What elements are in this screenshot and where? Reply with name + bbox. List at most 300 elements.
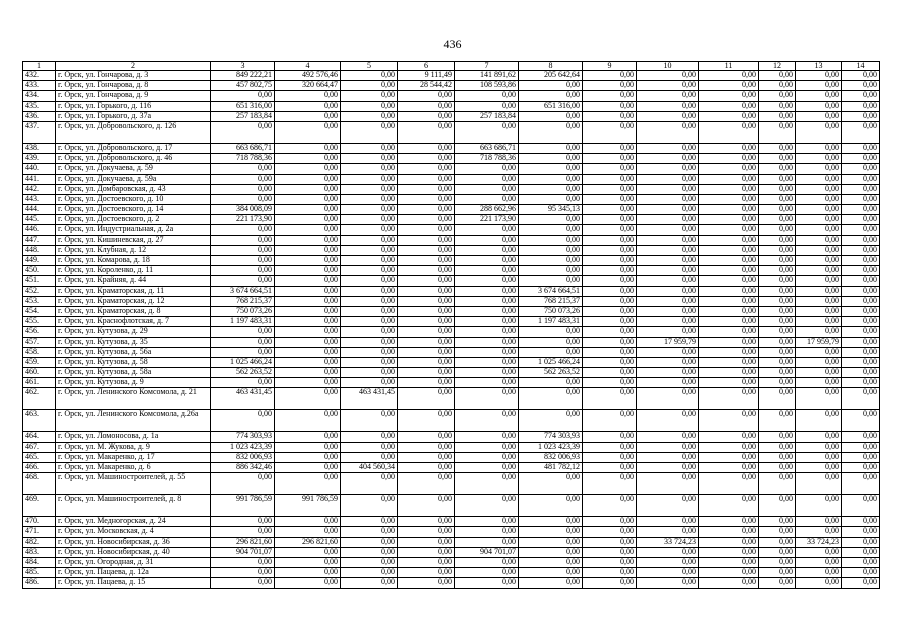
amount-cell: 0,00 (699, 111, 759, 121)
amount-cell: 0,00 (398, 527, 455, 537)
amount-cell: 0,00 (637, 235, 699, 245)
amount-cell: 0,00 (341, 205, 398, 215)
amount-cell: 0,00 (699, 81, 759, 91)
column-number: 2 (56, 62, 211, 71)
amount-cell: 33 724,23 (796, 537, 842, 547)
amount-cell: 0,00 (455, 245, 519, 255)
amount-cell: 0,00 (455, 184, 519, 194)
amount-cell: 0,00 (699, 121, 759, 143)
amount-cell: 0,00 (759, 225, 796, 235)
amount-cell: 0,00 (796, 527, 842, 537)
amount-cell: 0,00 (699, 547, 759, 557)
amount-cell: 0,00 (583, 317, 637, 327)
table-row (23, 296, 880, 306)
amount-cell: 0,00 (275, 337, 341, 347)
table-row (23, 184, 880, 194)
address-cell: г. Орск, ул. Горького, д. 37а (56, 111, 211, 121)
amount-cell: 0,00 (637, 347, 699, 357)
amount-cell: 0,00 (583, 473, 637, 495)
amount-cell: 0,00 (275, 557, 341, 567)
amount-cell: 0,00 (842, 463, 880, 473)
amount-cell: 0,00 (759, 357, 796, 367)
amount-cell: 0,00 (842, 347, 880, 357)
amount-cell: 0,00 (211, 256, 275, 266)
amount-cell: 832 006,93 (211, 452, 275, 462)
amount-cell: 0,00 (341, 327, 398, 337)
amount-cell: 0,00 (759, 81, 796, 91)
amount-cell: 0,00 (275, 266, 341, 276)
amount-cell: 0,00 (759, 276, 796, 286)
row-index: 439. (23, 154, 56, 164)
amount-cell: 0,00 (796, 473, 842, 495)
amount-cell: 0,00 (455, 164, 519, 174)
amount-cell: 768 215,37 (519, 296, 583, 306)
amount-cell: 0,00 (842, 154, 880, 164)
amount-cell: 296 821,60 (275, 537, 341, 547)
amount-cell: 0,00 (842, 378, 880, 388)
amount-cell: 0,00 (583, 235, 637, 245)
row-index: 436. (23, 111, 56, 121)
amount-cell: 0,00 (637, 266, 699, 276)
amount-cell: 0,00 (341, 256, 398, 266)
amount-cell: 0,00 (796, 81, 842, 91)
amount-cell: 904 701,07 (211, 547, 275, 557)
amount-cell: 0,00 (519, 215, 583, 225)
table-row (23, 174, 880, 184)
amount-cell: 0,00 (759, 442, 796, 452)
amount-cell: 0,00 (211, 347, 275, 357)
amount-cell: 0,00 (455, 306, 519, 316)
address-cell: г. Орск, ул. Комарова, д. 18 (56, 256, 211, 266)
amount-cell: 0,00 (842, 101, 880, 111)
table-row (23, 111, 880, 121)
amount-cell: 0,00 (842, 164, 880, 174)
amount-cell: 0,00 (842, 317, 880, 327)
row-index: 452. (23, 286, 56, 296)
amount-cell: 0,00 (699, 143, 759, 153)
row-index: 458. (23, 347, 56, 357)
amount-cell: 0,00 (398, 517, 455, 527)
amount-cell: 0,00 (275, 276, 341, 286)
row-index: 450. (23, 266, 56, 276)
amount-cell: 0,00 (519, 347, 583, 357)
amount-cell: 0,00 (842, 432, 880, 442)
amount-cell: 3 674 664,51 (519, 286, 583, 296)
column-number: 1 (23, 62, 56, 71)
amount-cell: 0,00 (796, 557, 842, 567)
amount-cell: 0,00 (842, 368, 880, 378)
amount-cell: 0,00 (519, 547, 583, 557)
amount-cell: 0,00 (341, 578, 398, 588)
amount-cell: 0,00 (341, 317, 398, 327)
amount-cell: 0,00 (341, 368, 398, 378)
amount-cell: 0,00 (341, 568, 398, 578)
amount-cell: 205 642,64 (519, 71, 583, 81)
table-row (23, 306, 880, 316)
amount-cell: 0,00 (519, 527, 583, 537)
address-cell: г. Орск, ул. Кутузова, д. 9 (56, 378, 211, 388)
column-number: 11 (699, 62, 759, 71)
amount-cell: 0,00 (796, 194, 842, 204)
amount-cell: 0,00 (398, 215, 455, 225)
amount-cell: 0,00 (519, 388, 583, 410)
amount-cell: 0,00 (637, 378, 699, 388)
column-number: 7 (455, 62, 519, 71)
amount-cell: 0,00 (583, 101, 637, 111)
table-row (23, 452, 880, 462)
amount-cell: 0,00 (341, 432, 398, 442)
amount-cell: 0,00 (341, 215, 398, 225)
column-number: 6 (398, 62, 455, 71)
amount-cell: 562 263,52 (211, 368, 275, 378)
address-cell: г. Орск, ул. Машиностроителей, д. 8 (56, 495, 211, 517)
amount-cell: 0,00 (519, 276, 583, 286)
amount-cell: 750 073,26 (211, 306, 275, 316)
amount-cell: 0,00 (699, 276, 759, 286)
row-index: 453. (23, 296, 56, 306)
table-row (23, 388, 880, 410)
amount-cell: 0,00 (842, 174, 880, 184)
amount-cell: 0,00 (699, 91, 759, 101)
amount-cell: 0,00 (842, 578, 880, 588)
amount-cell: 0,00 (275, 517, 341, 527)
amount-cell: 0,00 (842, 568, 880, 578)
row-index: 483. (23, 547, 56, 557)
amount-cell: 0,00 (842, 71, 880, 81)
amount-cell: 0,00 (759, 388, 796, 410)
amount-cell: 0,00 (759, 266, 796, 276)
amount-cell: 17 959,79 (796, 337, 842, 347)
amount-cell: 0,00 (842, 111, 880, 121)
amount-cell: 768 215,37 (211, 296, 275, 306)
amount-cell: 33 724,23 (637, 537, 699, 547)
amount-cell: 221 173,90 (211, 215, 275, 225)
amount-cell: 0,00 (583, 154, 637, 164)
amount-cell: 0,00 (637, 194, 699, 204)
amount-cell: 0,00 (211, 517, 275, 527)
amount-cell: 0,00 (699, 347, 759, 357)
amount-cell: 0,00 (796, 495, 842, 517)
amount-cell: 0,00 (583, 121, 637, 143)
amount-cell: 0,00 (699, 266, 759, 276)
row-index: 463. (23, 410, 56, 432)
amount-cell: 0,00 (759, 463, 796, 473)
amount-cell: 0,00 (842, 557, 880, 567)
address-cell: г. Орск, ул. Гончарова, д. 8 (56, 81, 211, 91)
amount-cell: 0,00 (842, 327, 880, 337)
column-number: 13 (796, 62, 842, 71)
amount-cell: 0,00 (455, 357, 519, 367)
amount-cell: 0,00 (759, 368, 796, 378)
amount-cell: 750 073,26 (519, 306, 583, 316)
row-index: 449. (23, 256, 56, 266)
amount-cell: 0,00 (842, 357, 880, 367)
amount-cell: 663 686,71 (455, 143, 519, 153)
amount-cell: 0,00 (842, 91, 880, 101)
table-row (23, 225, 880, 235)
amount-cell: 0,00 (699, 432, 759, 442)
address-cell: г. Орск, ул. Ленинского Комсомола, д.26а (56, 410, 211, 432)
amount-cell: 0,00 (398, 410, 455, 432)
amount-cell: 0,00 (842, 245, 880, 255)
amount-cell: 0,00 (583, 81, 637, 91)
row-index: 457. (23, 337, 56, 347)
amount-cell: 0,00 (699, 410, 759, 432)
amount-cell: 991 786,59 (275, 495, 341, 517)
amount-cell: 0,00 (699, 442, 759, 452)
amount-cell: 0,00 (637, 81, 699, 91)
amount-cell: 257 183,84 (455, 111, 519, 121)
amount-cell: 0,00 (699, 452, 759, 462)
amount-cell: 0,00 (759, 184, 796, 194)
amount-cell: 0,00 (583, 347, 637, 357)
amount-cell: 0,00 (341, 154, 398, 164)
amount-cell: 0,00 (796, 517, 842, 527)
amount-cell: 0,00 (796, 215, 842, 225)
amount-cell: 0,00 (759, 174, 796, 184)
amount-cell: 0,00 (455, 517, 519, 527)
amount-cell: 0,00 (455, 495, 519, 517)
amount-cell: 0,00 (842, 215, 880, 225)
amount-cell: 0,00 (759, 245, 796, 255)
amount-cell: 1 197 483,31 (519, 317, 583, 327)
amount-cell: 0,00 (842, 296, 880, 306)
amount-cell: 0,00 (455, 557, 519, 567)
row-index: 441. (23, 174, 56, 184)
table-row (23, 442, 880, 452)
amount-cell: 0,00 (275, 452, 341, 462)
amount-cell: 0,00 (637, 71, 699, 81)
address-cell: г. Орск, ул. Краматорская, д. 11 (56, 286, 211, 296)
amount-cell: 0,00 (699, 306, 759, 316)
amount-cell: 0,00 (842, 205, 880, 215)
amount-cell: 0,00 (796, 164, 842, 174)
amount-cell: 0,00 (759, 164, 796, 174)
amount-cell: 0,00 (583, 256, 637, 266)
amount-cell: 17 959,79 (637, 337, 699, 347)
amount-cell: 0,00 (341, 473, 398, 495)
amount-cell: 0,00 (398, 194, 455, 204)
amount-cell: 0,00 (275, 164, 341, 174)
amount-cell: 0,00 (455, 101, 519, 111)
amount-cell: 0,00 (398, 388, 455, 410)
amount-cell: 0,00 (455, 378, 519, 388)
amount-cell: 0,00 (637, 368, 699, 378)
table-row (23, 317, 880, 327)
amount-cell: 0,00 (796, 306, 842, 316)
amount-cell: 0,00 (398, 432, 455, 442)
amount-cell: 0,00 (699, 296, 759, 306)
amount-cell: 0,00 (519, 174, 583, 184)
amount-cell: 0,00 (637, 154, 699, 164)
amount-cell: 0,00 (796, 347, 842, 357)
amount-cell: 0,00 (637, 184, 699, 194)
amount-cell: 0,00 (398, 245, 455, 255)
amount-cell: 904 701,07 (455, 547, 519, 557)
amount-cell: 0,00 (583, 537, 637, 547)
amount-cell: 0,00 (699, 557, 759, 567)
row-index: 461. (23, 378, 56, 388)
amount-cell: 0,00 (519, 111, 583, 121)
table-row (23, 432, 880, 442)
amount-cell: 0,00 (398, 463, 455, 473)
amount-cell: 0,00 (341, 347, 398, 357)
amount-cell: 0,00 (583, 111, 637, 121)
amount-cell: 0,00 (519, 517, 583, 527)
amount-cell: 0,00 (796, 225, 842, 235)
address-cell: г. Орск, ул. Медногорская, д. 24 (56, 517, 211, 527)
amount-cell: 0,00 (211, 266, 275, 276)
amount-cell: 0,00 (519, 256, 583, 266)
amount-cell: 0,00 (796, 143, 842, 153)
amount-cell: 0,00 (398, 317, 455, 327)
register-table (22, 61, 880, 589)
amount-cell: 0,00 (796, 286, 842, 296)
amount-cell: 0,00 (341, 143, 398, 153)
amount-cell: 0,00 (275, 463, 341, 473)
amount-cell: 0,00 (637, 225, 699, 235)
amount-cell: 0,00 (211, 235, 275, 245)
amount-cell: 0,00 (842, 256, 880, 266)
amount-cell: 0,00 (637, 432, 699, 442)
amount-cell: 0,00 (211, 174, 275, 184)
amount-cell: 0,00 (759, 91, 796, 101)
amount-cell: 0,00 (759, 337, 796, 347)
amount-cell: 0,00 (341, 194, 398, 204)
amount-cell: 0,00 (519, 194, 583, 204)
amount-cell: 0,00 (341, 235, 398, 245)
amount-cell: 0,00 (842, 81, 880, 91)
amount-cell: 0,00 (519, 266, 583, 276)
amount-cell: 0,00 (519, 81, 583, 91)
amount-cell: 0,00 (341, 517, 398, 527)
amount-cell: 0,00 (455, 276, 519, 286)
table-row (23, 547, 880, 557)
amount-cell: 0,00 (455, 410, 519, 432)
amount-cell: 0,00 (637, 276, 699, 286)
amount-cell: 0,00 (519, 568, 583, 578)
row-index: 433. (23, 81, 56, 91)
table-body (23, 71, 880, 589)
amount-cell: 0,00 (455, 347, 519, 357)
table-row (23, 495, 880, 517)
amount-cell: 0,00 (796, 184, 842, 194)
table-row (23, 357, 880, 367)
amount-cell: 0,00 (398, 306, 455, 316)
amount-cell: 0,00 (842, 266, 880, 276)
amount-cell: 0,00 (637, 121, 699, 143)
table-row (23, 154, 880, 164)
amount-cell: 0,00 (637, 245, 699, 255)
amount-cell: 0,00 (341, 121, 398, 143)
amount-cell: 0,00 (341, 337, 398, 347)
amount-cell: 0,00 (455, 91, 519, 101)
amount-cell: 0,00 (275, 154, 341, 164)
amount-cell: 0,00 (583, 194, 637, 204)
amount-cell: 0,00 (796, 91, 842, 101)
amount-cell: 0,00 (759, 235, 796, 245)
amount-cell: 463 431,45 (341, 388, 398, 410)
amount-cell: 9 111,49 (398, 71, 455, 81)
table-row (23, 568, 880, 578)
amount-cell: 0,00 (796, 266, 842, 276)
amount-cell: 0,00 (759, 327, 796, 337)
amount-cell: 0,00 (699, 286, 759, 296)
amount-cell: 0,00 (211, 410, 275, 432)
amount-cell: 0,00 (796, 235, 842, 245)
amount-cell: 0,00 (341, 306, 398, 316)
amount-cell: 95 345,13 (519, 205, 583, 215)
row-index: 444. (23, 205, 56, 215)
amount-cell: 0,00 (842, 547, 880, 557)
amount-cell: 0,00 (699, 215, 759, 225)
amount-cell: 0,00 (398, 378, 455, 388)
amount-cell: 562 263,52 (519, 368, 583, 378)
amount-cell: 0,00 (341, 71, 398, 81)
amount-cell: 296 821,60 (211, 537, 275, 547)
amount-cell: 0,00 (583, 215, 637, 225)
row-index: 437. (23, 121, 56, 143)
row-index: 467. (23, 442, 56, 452)
row-index: 485. (23, 568, 56, 578)
amount-cell: 0,00 (519, 537, 583, 547)
amount-cell: 0,00 (519, 154, 583, 164)
row-index: 434. (23, 91, 56, 101)
amount-cell: 0,00 (341, 495, 398, 517)
amount-cell: 0,00 (455, 368, 519, 378)
amount-cell: 0,00 (583, 442, 637, 452)
amount-cell: 0,00 (796, 296, 842, 306)
amount-cell: 0,00 (275, 194, 341, 204)
amount-cell: 0,00 (583, 296, 637, 306)
row-index: 438. (23, 143, 56, 153)
amount-cell: 0,00 (275, 225, 341, 235)
address-cell: г. Орск, ул. Пацаева, д. 12а (56, 568, 211, 578)
amount-cell: 832 006,93 (519, 452, 583, 462)
amount-cell: 0,00 (398, 337, 455, 347)
row-index: 455. (23, 317, 56, 327)
amount-cell: 0,00 (211, 327, 275, 337)
address-cell: г. Орск, ул. Добровольского, д. 46 (56, 154, 211, 164)
amount-cell: 0,00 (637, 517, 699, 527)
amount-cell: 0,00 (637, 164, 699, 174)
amount-cell: 0,00 (341, 174, 398, 184)
amount-cell: 0,00 (842, 225, 880, 235)
amount-cell: 0,00 (759, 378, 796, 388)
amount-cell: 0,00 (796, 276, 842, 286)
amount-cell: 774 303,93 (211, 432, 275, 442)
amount-cell: 0,00 (637, 442, 699, 452)
table-row (23, 527, 880, 537)
amount-cell: 0,00 (211, 91, 275, 101)
row-index: 447. (23, 235, 56, 245)
amount-cell: 0,00 (398, 347, 455, 357)
amount-cell: 0,00 (842, 495, 880, 517)
amount-cell: 0,00 (211, 578, 275, 588)
amount-cell: 0,00 (455, 473, 519, 495)
amount-cell: 0,00 (341, 537, 398, 547)
amount-cell: 0,00 (398, 568, 455, 578)
amount-cell: 0,00 (637, 215, 699, 225)
amount-cell: 0,00 (341, 81, 398, 91)
amount-cell: 0,00 (699, 235, 759, 245)
amount-cell: 0,00 (699, 527, 759, 537)
amount-cell: 0,00 (583, 368, 637, 378)
amount-cell: 0,00 (398, 225, 455, 235)
amount-cell: 0,00 (341, 452, 398, 462)
amount-cell: 257 183,84 (211, 111, 275, 121)
amount-cell: 404 560,34 (341, 463, 398, 473)
